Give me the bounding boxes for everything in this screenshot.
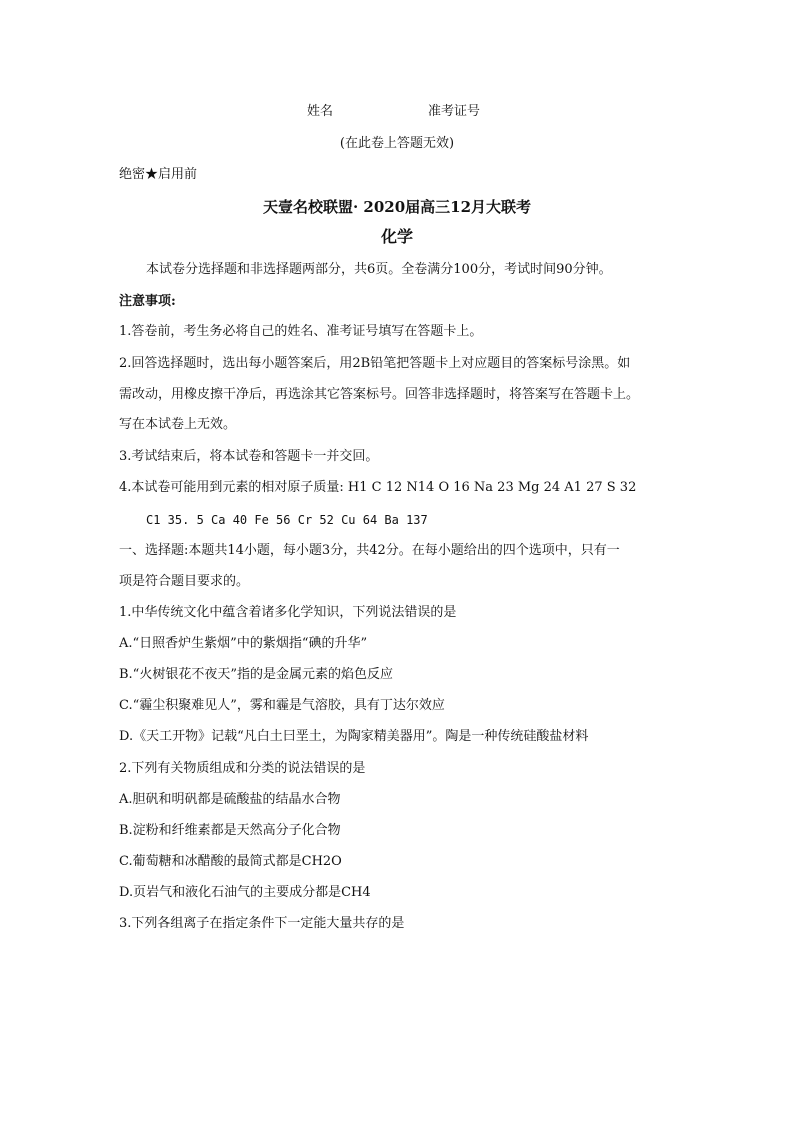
- subject-title: 化学: [380, 227, 413, 246]
- question-2-option-c: C.葡萄糖和冰醋酸的最简式都是CH2O: [119, 854, 342, 869]
- question-1-option-d: D.《天工开物》记载“凡白土曰垩土，为陶家精美器用”。陶是一种传统硅酸盐材料: [119, 729, 589, 744]
- invalid-note: (在此卷上答题无效): [339, 136, 455, 151]
- question-1-stem: 1.中华传统文化中蕴含着诸多化学知识，下列说法错误的是: [119, 605, 457, 620]
- name-label: 姓名: [307, 104, 334, 119]
- note-4-line-2: C1 35. 5 Ca 40 Fe 56 Cr 52 Cu 64 Ba 137: [146, 513, 428, 527]
- section-1-line-2: 项是符合题目要求的。: [119, 574, 250, 589]
- notes-heading: 注意事项:: [119, 294, 176, 309]
- exam-id-label: 准考证号: [428, 104, 481, 119]
- section-1-line-1: 一、选择题:本题共14小题，每小题3分，共42分。在每小题给出的四个选项中，只有一: [119, 543, 620, 558]
- note-2-line-1: 2.回答选择题时，选出每小题答案后，用2B铅笔把答题卡上对应题目的答案标号涂黑。如: [119, 356, 631, 371]
- question-1-option-a: A.“日照香炉生紫烟”中的紫烟指“碘的升华”: [119, 636, 368, 651]
- question-2-option-d: D.页岩气和液化石油气的主要成分都是CH4: [119, 885, 371, 900]
- question-2-option-a: A.胆矾和明矾都是硫酸盐的结晶水合物: [119, 792, 341, 807]
- question-2-option-b: B.淀粉和纤维素都是天然高分子化合物: [119, 823, 341, 838]
- note-1: 1.答卷前，考生务必将自己的姓名、准考证号填写在答题卡上。: [119, 324, 483, 339]
- exam-title: 天壹名校联盟· 2020届高三12月大联考: [262, 198, 532, 216]
- note-2-line-2: 需改动，用橡皮擦干净后，再选涂其它答案标号。回答非选择题时，将答案写在答题卡上。: [119, 387, 640, 402]
- question-1-option-b: B.“火树银花不夜天”指的是金属元素的焰色反应: [119, 667, 393, 682]
- note-4-line-1: 4.本试卷可能用到元素的相对原子质量: H1 C 12 N14 O 16 Na 23 Mg 24 A1 27 S 32: [119, 480, 637, 495]
- intro-text: 本试卷分选择题和非选择题两部分，共6页。全卷满分100分，考试时间90分钟。: [146, 262, 612, 277]
- question-1-option-c: C.“霾尘积聚难见人”，雾和霾是气溶胶，具有丁达尔效应: [119, 698, 445, 713]
- confidential-label: 绝密★启用前: [119, 167, 198, 182]
- note-3: 3.考试结束后，将本试卷和答题卡一并交回。: [119, 449, 379, 464]
- note-2-line-3: 写在本试卷上无效。: [119, 417, 237, 432]
- question-2-stem: 2.下列有关物质组成和分类的说法错误的是: [119, 761, 366, 776]
- question-3-stem: 3.下列各组离子在指定条件下一定能大量共存的是: [119, 916, 405, 931]
